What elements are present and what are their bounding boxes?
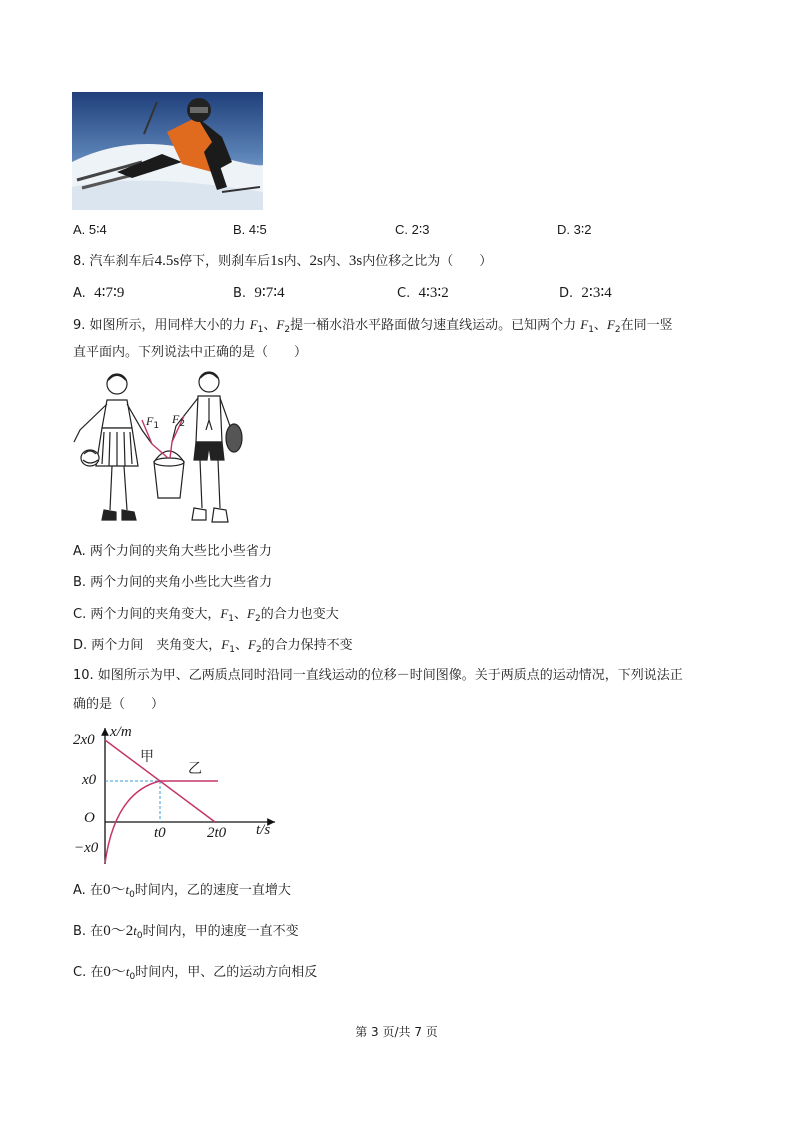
question-9-stem-line-2: 直平面内。下列说法中正确的是（ ） [73,345,308,360]
q7-option-a[interactable]: A. 5∶4 [73,222,107,237]
option-letter: B. [233,286,247,301]
series-yi-label: 乙 [188,761,202,777]
subscript: 1 [588,325,594,335]
origin-label: O [84,810,95,826]
time-symbol: t [125,964,130,979]
force-symbol: F [172,412,180,426]
q7-option-b[interactable]: B. 4∶5 [233,222,267,237]
time-symbol: t [133,923,137,938]
q9-option-c[interactable] [73,605,339,628]
q8-option-d[interactable] [559,284,612,303]
force-symbol: F [606,317,615,332]
question-10-stem-line-1: 10. 如图所示为甲、乙两质点同时沿同一直线运动的位移－时间图像。关于两质点的运动情况，下列说法正 [73,668,683,683]
q8-option-a[interactable] [73,284,124,303]
q8-time-3: 3s [348,253,363,269]
subscript: 2 [179,419,186,429]
subscript: 1 [153,421,160,431]
option-text: B. 在 [73,924,104,939]
option-letter: C. [397,286,411,301]
option-value: 2∶3∶4 [581,285,612,301]
x-tick-t0: t0 [154,825,166,841]
q8-option-c[interactable] [397,284,449,303]
time-range: 0～ [102,882,126,898]
option-text: C. 在 [73,965,104,980]
force-symbol: F [249,317,258,332]
subscript: 1 [228,614,235,624]
force-symbol: F [220,606,229,621]
separator: 、 [593,318,607,333]
q9-text: 在同一竖 [620,318,673,333]
option-value: 4∶7∶9 [94,285,125,301]
force-symbol: F [276,317,285,332]
subscript: 2 [614,325,621,335]
q9-text: 提一桶水沿水平路面做匀速直线运动。已知两个力 [290,318,577,333]
option-text: 时间内，甲、乙的运动方向相反 [135,965,318,980]
question-10-stem-line-2: 确的是（ ） [73,697,165,712]
f2-label [172,412,185,429]
q9-option-a[interactable]: A. 两个力间的夹角大些比小些省力 [73,544,272,559]
option-text: A. 在 [73,883,103,898]
time-range: 0～2 [103,923,134,939]
q10-option-c[interactable] [73,963,317,986]
q8-time-1: 1s [270,253,284,269]
option-letter: A. [73,286,86,301]
question-9-stem-line-1 [73,316,673,339]
q8-text: 内、 [283,254,310,269]
subscript: 0 [129,972,136,982]
subscript: 0 [129,890,135,900]
force-symbol: F [247,606,255,621]
q7-option-c[interactable]: C. 2∶3 [395,222,430,237]
q9-option-b[interactable]: B. 两个力间的夹角小些比大些省力 [73,575,273,590]
subscript: 2 [255,645,262,655]
subscript: 2 [255,614,261,624]
separator: 、 [234,607,248,622]
option-text: 时间内，乙的速度一直增大 [134,883,291,898]
force-symbol: F [247,637,256,652]
q8-option-b[interactable] [233,284,285,303]
option-text: 的合力保持不变 [261,638,353,653]
force-symbol: F [221,637,230,652]
children-bucket-figure [72,370,244,534]
separator: 、 [263,318,277,333]
q8-text: 停下，则刹车后 [179,254,271,269]
force-symbol: F [580,317,589,332]
time-range: 0～ [103,964,126,980]
subscript: 2 [284,325,291,335]
x-tick-2t0: 2t0 [207,825,227,841]
option-letter: D. [559,286,574,301]
y-tick-neg-x0: −x0 [74,840,99,856]
position-time-graph [70,722,285,867]
subscript: 1 [257,325,264,335]
page-footer: 第 3 页/共 7 页 [355,1025,438,1039]
q9-option-d[interactable] [73,636,353,659]
y-axis-label: x/m [110,724,132,740]
option-text: C. 两个力间的夹角变大， [73,607,221,622]
separator: 、 [234,638,248,653]
option-text: D. 两个力间 夹角变大， [73,638,222,653]
option-value: 9∶7∶4 [254,285,285,301]
q8-text: 内位移之比为（ ） [362,254,493,269]
y-tick-2x0: 2x0 [73,732,95,748]
question-8-stem [73,252,492,271]
skier-photo [72,92,263,210]
option-text: 的合力也变大 [260,607,339,622]
q10-option-a[interactable] [73,881,291,904]
y-tick-x0: x0 [82,772,97,788]
option-text: 时间内，甲的速度一直不变 [142,924,299,939]
q8-number: 8. [73,254,86,269]
time-symbol: t [125,882,130,897]
subscript: 0 [136,931,143,941]
q8-time-total: 4.5s [154,253,180,269]
q8-text: 内、 [322,254,349,269]
force-symbol: F [146,414,154,428]
series-jia-label: 甲 [140,749,154,765]
subscript: 1 [229,645,235,655]
q9-text: 9. 如图所示，用同样大小的力 [73,318,246,333]
q10-option-b[interactable] [73,922,299,945]
option-value: 4∶3∶2 [418,285,449,301]
q8-time-2: 2s [309,253,323,269]
x-axis-label: t/s [256,822,271,838]
q7-option-d[interactable]: D. 3∶2 [557,222,592,237]
q8-text: 汽车刹车后 [89,254,155,269]
f1-label [146,414,159,431]
